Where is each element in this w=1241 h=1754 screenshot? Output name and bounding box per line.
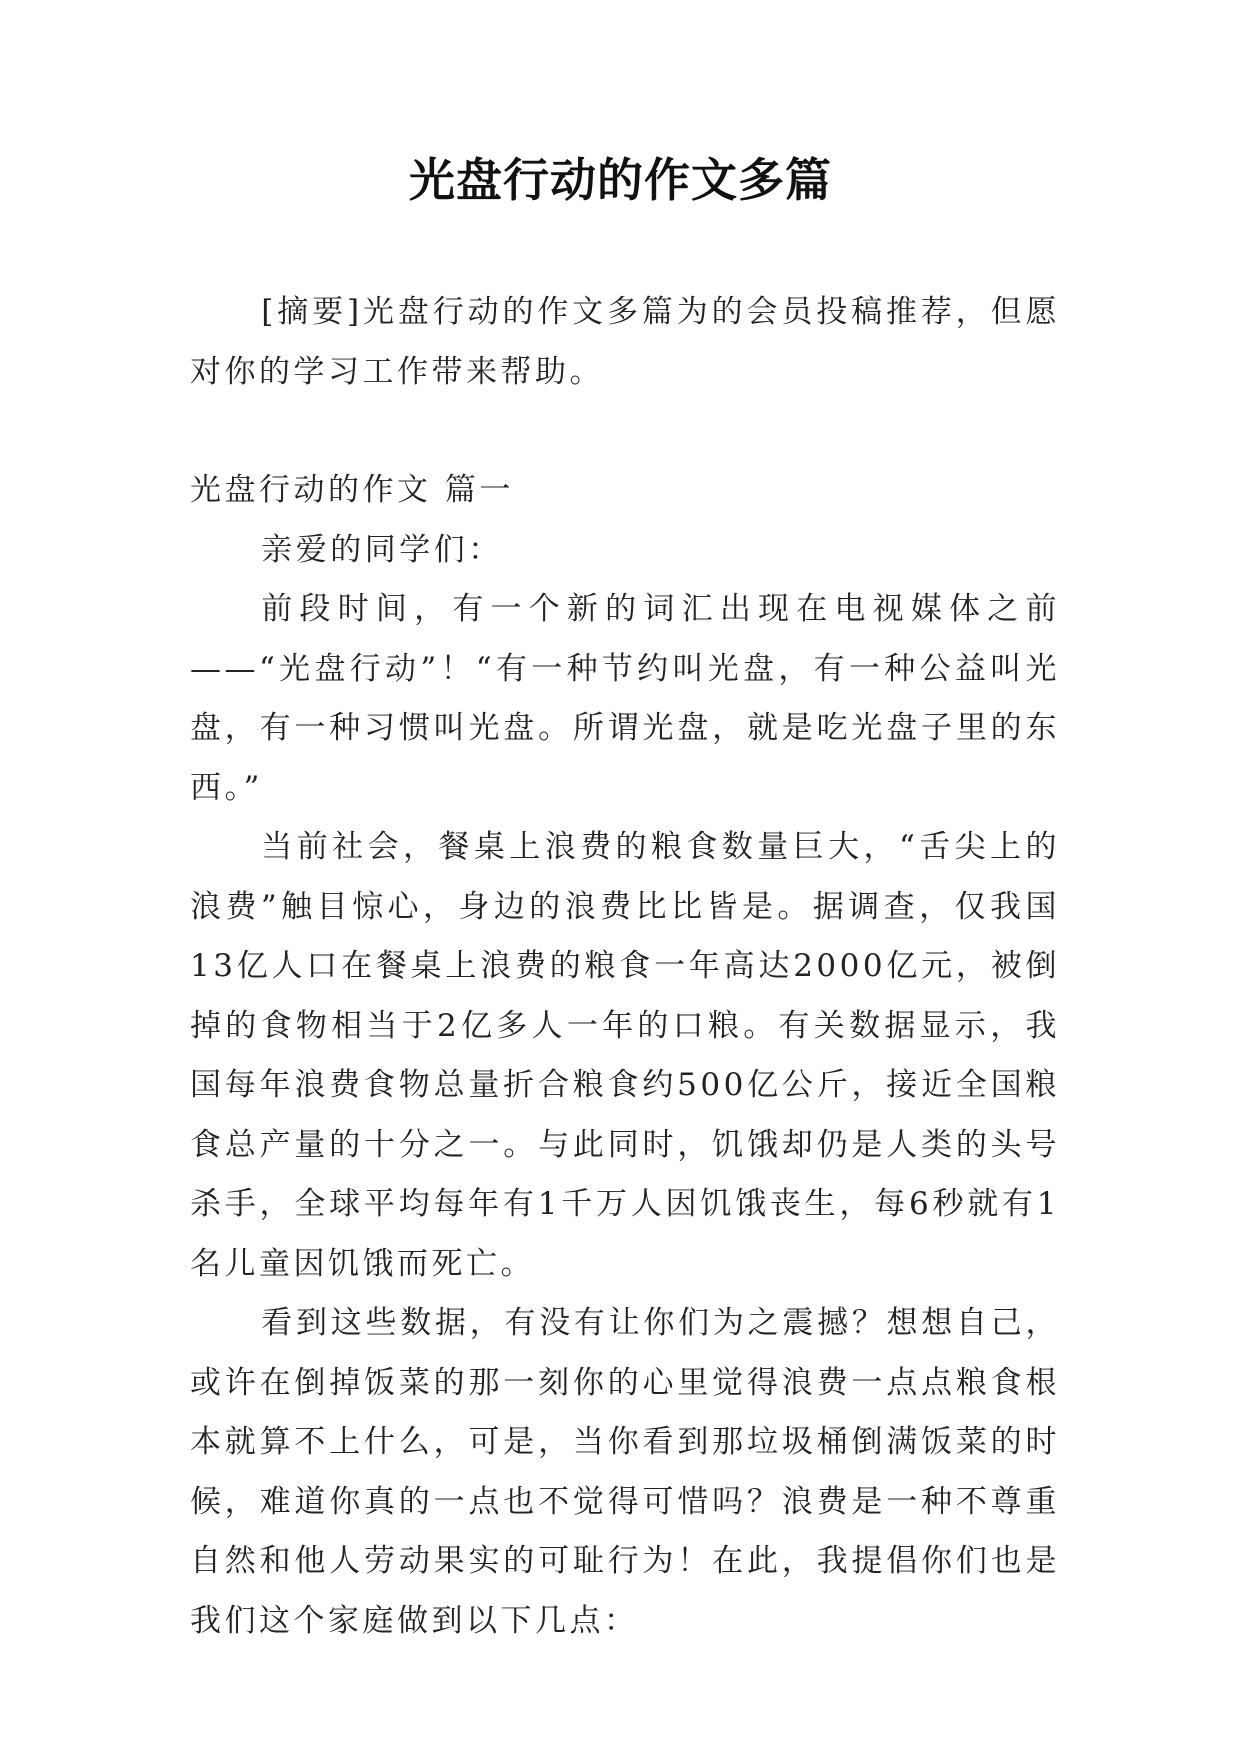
abstract-paragraph: [摘要]光盘行动的作文多篇为的会员投稿推荐，但愿对你的学习工作带来帮助。 [190, 294, 1060, 390]
salutation: 亲爱的同学们： [261, 531, 503, 568]
paragraph-spacer [190, 402, 1060, 461]
body-paragraph-1: 前段时间，有一个新的词汇出现在电视媒体之前——“光盘行动”！“有一种节约叫光盘，有一种公益叫光盘，有一种习惯叫光盘。所谓光盘，就是吃光盘子里的东西。” [190, 591, 1060, 806]
document-body [190, 283, 1060, 1651]
document-title: 光盘行动的作文多篇 [409, 153, 832, 207]
body-paragraph-2: 当前社会，餐桌上浪费的粮食数量巨大，“舌尖上的浪费”触目惊心，身边的浪费比比皆是。据调查，仅我国13亿人口在餐桌上浪费的粮食一年高达2000亿元，被倒掉的食物相当于2亿多人一年的口粮。有关数据显示，我国每年浪费食物总量折合粮食约500亿公斤，接近全国粮食总产量的十分之一。与此同时，饥饿却仍是人类的头号杀手，全球平均每年有1千万人因饥饿丧生，每6秒就有1名儿童因饥饿而死亡。 [190, 829, 1060, 1282]
body-paragraph-3: 看到这些数据，有没有让你们为之震撼？想想自己，或许在倒掉饭菜的那一刻你的心里觉得浪费一点点粮食根本就算不上什么，可是，当你看到那垃圾桶倒满饭菜的时候，难道你真的一点也不觉得可惜吗？浪费是一种不尊重自然和他人劳动果实的可耻行为！在此，我提倡你们也是我们这个家庭做到以下几点： [190, 1305, 1060, 1639]
section-heading: 光盘行动的作文 篇一 [190, 472, 514, 508]
